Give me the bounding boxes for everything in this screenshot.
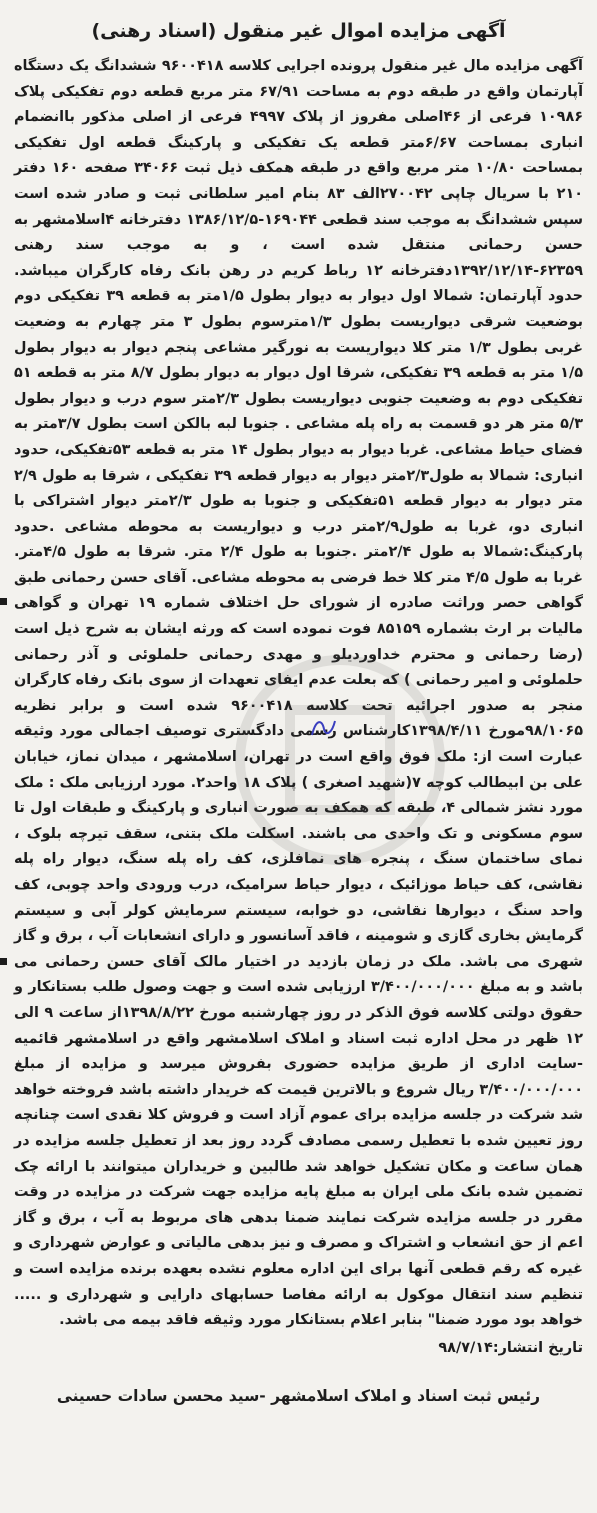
publish-date: تاریخ انتشار:۹۸/۷/۱۴: [438, 1339, 583, 1356]
notice-paragraph: آگهی مزایده مال غیر منقول پرونده اجرایی کلاسه ۹۶۰۰۴۱۸ ششدانگ یک دستگاه آپارتمان واقع در طبقه دوم به مساحت ۶۷/۹۱ متر مربع قطعه دوم تفکیکی پلاک ۱۰۹۸۶ فرعی از ۴۶اصلی مفروز از پلاک ۴۹۹۷ فرعی از اصلی مذکور باانضمام انباری بمساحت ۶/۶۷متر قطعه یک تفکیکی و پارکینگ قطعه اول تفکیکی بمساحت ۱۰/۸۰ متر مربع واقع در طبقه همکف ذیل ثبت ۳۴۰۶۶ صفحه ۱۶۰ دفتر ۲۱۰ با سریال چاپی ۲۷۰۰۴۲الف ۸۳ بنام امیر سلطانی ثبت و صادر شده است سپس ششدانگ به موجب سند قطعی ۱۶۹۰۴۴-۱۳۸۶/۱۲/۵ دفترخانه ۴اسلامشهر به حسن رحمانی منتقل شده است ، و به موجب سند رهنی ۶۲۳۵۹-۱۳۹۲/۱۲/۱۴دفترخانه ۱۲ رباط کریم در رهن بانک رفاه کارگران میباشد. حدود آپارتمان: شمالا اول دیوار به دیوار بطول ۱/۵متر به قطعه ۳۹ تفکیکی دوم بوضعیت شرقی دیواریست بطول ۱/۳مترسوم بطول ۳ متر چهارم به وضعیت غربی بطول ۱/۳ متر کلا دیواریست به نورگیر مشاعی پنجم دیوار به دیوار بطول ۱/۵ متر به قطعه ۳۹ تفکیکی، شرقا اول دیوار به دیوار بطول ۸/۷ متر به قطعه ۵۱ تفکیکی دوم به وضعیت جنوبی دیواریست بطول ۲/۳متر سوم درب و دیوار بطول ۵/۳ متر هر دو قسمت به راه پله مشاعی . جنوبا لبه بالکن است بطول ۳/۷متر به فضای حیاط مشاعی. غربا دیوار به دیوار بطول ۱۴ متر به قطعه ۵۳تفکیکی، حدود انباری: شمالا به طول۲/۳متر دیوار به دیوار قطعه ۳۹ تفکیکی ، شرقا به طول ۲/۹ متر دیوار به دیوار قطعه ۵۱تفکیکی و جنوبا به طول ۲/۳متر دیوار اشتراکی با انباری دو، غربا به طول۲/۹متر درب و دیواریست به محوطه مشاعی .حدود پارکینگ:شمالا به طول ۲/۴متر .جنوبا به طول ۲/۴ متر. شرقا به طول ۴/۵متر. غربا به طول ۴/۵ متر کلا خط فرضی به محوطه مشاعی. آقای حسن رحمانی طبق گواهی حصر وراثت صادره از شورای حل اختلاف شماره ۱۹ تهران و گواهی مالیات بر ارث بشماره ۸۵۱۵۹ فوت نموده است که ورثه ایشان به شرح ذیل است (رضا رحمانی و محترم خداوردیلو و مهدی رحمانی حلملوئی و آذر رحمانی حلملوئی و امیر رحمانی ) که بعلت عدم ایفای تعهدات از سوی بانک رفاه کارگران منجر به صدور اجرائیه تحت کلاسه ۹۶۰۰۴۱۸ شده است و برابر نظریه ۹۸/۱۰۶۵مورخ ۱۳۹۸/۴/۱۱کارشناس رسمی دادگستری توصیف اجمالی مورد وثیقه عبارت است از: ملک فوق واقع است در تهران، اسلامشهر ، میدان نماز، خیابان علی بن ابیطالب کوچه ۷(شهید اصغری ) پلاک ۱۸ واحد۲. مورد ارزیابی ملک : ملک مورد نشز شمالی ۴، طبقه که همکف به صورت انباری و پارکینگ و طبقات اول تا سوم مسکونی و تک واحدی می باشند. اسکلت ملک بتنی، سقف تیرچه بلوک ، نمای ساختمان سنگ ، پنجره های نمافلزی، کف راه پله سنگ، دیوار راه پله نقاشی، کف حیاط موزائیک ، دیوار حیاط سرامیک، درب ورودی واحد چوبی، کف واحد سنگ ، دیوارها نقاشی، دو خوابه، سیستم سرمایش کولر آبی و سیستم گرمایش بخاری گازی و شومینه ، فاقد آسانسور و دارای انشعابات آب ، برق و گاز شهری می باشد. ملک در زمان بازدید در اختیار مالک آقای حسن رحمانی می باشد و به مبلغ ۳/۴۰۰/۰۰۰/۰۰۰ ارزیابی شده است و جهت وصول طلب بستانکار و حقوق دولتی کلاسه فوق الذکر در روز چهارشنبه مورخ ۱۳۹۸/۸/۲۲از ساعت ۹ الی ۱۲ ظهر در محل اداره ثبت اسناد و املاک اسلامشهر واقع در اسلامشهر قائمیه -سایت اداری از طریق مزایده حضوری بفروش میرسد و مزایده از مبلغ ۳/۴۰۰/۰۰۰/۰۰۰ ریال شروع و بالاترین قیمت که خریدار داشته باشد فروخته خواهد شد شرکت در جلسه مزایده برای عموم آزاد است و فروش کلا نقدی است چنانچه روز تعیین شده با تعطیل رسمی مصادف گردد روز بعد از تعطیل جلسه مزایده در همان ساعت و مکان تشکیل خواهد شد طالبین و خریداران میتوانند با ارائه چک تضمین شده بانک ملی ایران به مبلغ پایه مزایده جهت شرکت در مزایده در وقت مقرر در جلسه مزایده شرکت نمایند ضمنا بدهی های مربوط به آب ، برق و گاز اعم از حق انشعاب و اشتراک و مصرف و نیز بدهی مالیاتی و عوارض شهرداری و غیره که رقم قطعی آنها برای این اداره معلوم نشده بعهده برنده مزایده است و تنظیم سند انتقال موکول به ارائه مفاصا حسابهای دارایی و شهرداری و ..... خواهد بود مورد ضمنا" بنابر اعلام بستانکار مورد وثیقه فاقد بیمه می باشد.: [14, 58, 584, 1329]
margin-marker: [0, 598, 7, 605]
pen-mark-icon: [308, 715, 338, 741]
margin-marker: [0, 958, 7, 965]
notice-body: [14, 54, 583, 1334]
signature-line: رئیس ثبت اسناد و املاک اسلامشهر -سید محسن سادات حسینی: [56, 1386, 541, 1405]
notice-title: آگهی مزایده اموال غیر منقول (اسناد رهنی): [91, 20, 506, 42]
